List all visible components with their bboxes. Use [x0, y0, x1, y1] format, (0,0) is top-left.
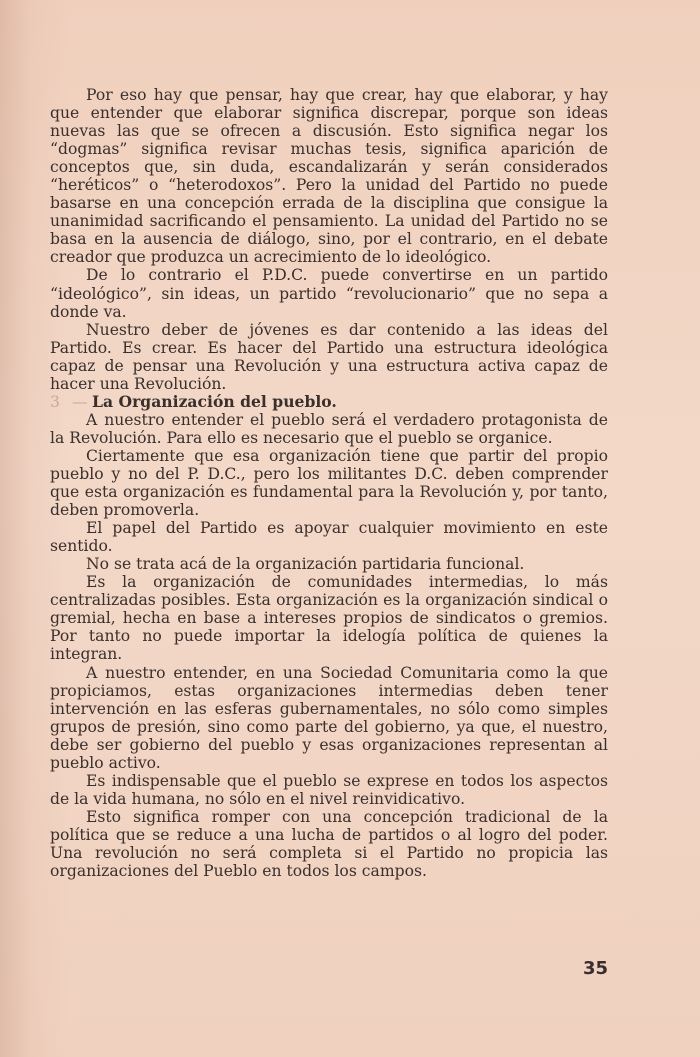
paragraph: Es la organización de comunidades intermedias, lo más centralizadas posibles. Esta organización es la organización sindical o gremial, hecha en base a intereses propios de sindicatos o gremios. Por tanto no puede importar la idelogía política de quienes la integran.: [50, 573, 608, 664]
page-number: 35: [583, 958, 609, 979]
paragraph: No se trata acá de la organización partidaria funcional.: [86, 555, 525, 574]
paragraph: De lo contrario el P.D.C. puede convertirse en un partido “ideológico”, sin ideas, un partido “revolucionario” que no sepa a donde va.: [50, 266, 608, 321]
section-number: 3: [50, 392, 60, 411]
section-heading: [50, 393, 608, 411]
paragraph: Por eso hay que pensar, hay que crear, hay que elaborar, y hay que entender que elaborar significa discrepar, porque son ideas nuevas las que se ofrecen a discusión. Esto significa negar los “dogmas” significa revisar muchas tesis, significa aparición de conceptos que, sin duda, escandalizarán y serán considerados “heréticos” o “heterodoxos”. Pero la unidad del Partido no puede basarse en una concepción errada de la disciplina que consigue la unanimidad sacrificando el pensamiento. La unidad del Partido no se basa en la ausencia de diálogo, sino, por el contrario, en el debate creador que produzca un acrecimiento de lo ideológico.: [50, 86, 608, 267]
paragraph: A nuestro entender el pueblo será el verdadero protagonista de la Revolución. Para ello es necesario que el pueblo se organice.: [50, 410, 608, 447]
paragraph: Esto significa romper con una concepción tradicional de la política que se reduce a una lucha de partidos o al logro del poder. Una revolución no será completa si el Partido no propicia las organizaciones del Pueblo en todos los campos.: [50, 807, 608, 881]
paragraph: A nuestro entender, en una Sociedad Comunitaria como la que propiciamos, estas organizaciones intermedias deben tener intervención en las esferas gubernamentales, no sólo como simples grupos de presión, sino como parte del gobierno, ya que, el nuestro, debe ser gobierno del pueblo y esas organizaciones representan al pueblo activo.: [50, 663, 608, 772]
paragraph: Ciertamente que esa organización tiene que partir del propio pueblo y no del P. D.C., pero los militantes D.C. deben comprender que esta organización es fundamental para la Revolución y, por tanto, deben promoverla.: [50, 446, 608, 520]
section-title: La Organización del pueblo.: [92, 391, 337, 411]
paragraph: Nuestro deber de jóvenes es dar contenido a las ideas del Partido. Es crear. Es hacer del Partido una estructura ideológica capaz de pensar una Revolución y una estructura activa capaz de hacer una Revolución.: [50, 320, 608, 393]
section-dash: —: [72, 392, 88, 411]
paragraph: Es indispensable que el pueblo se exprese en todos los aspectos de la vida humana, no sólo en el nivel reinvidicativo.: [50, 771, 608, 808]
body-text: [50, 86, 608, 880]
paragraph: El papel del Partido es apoyar cualquier movimiento en este sentido.: [50, 519, 608, 556]
